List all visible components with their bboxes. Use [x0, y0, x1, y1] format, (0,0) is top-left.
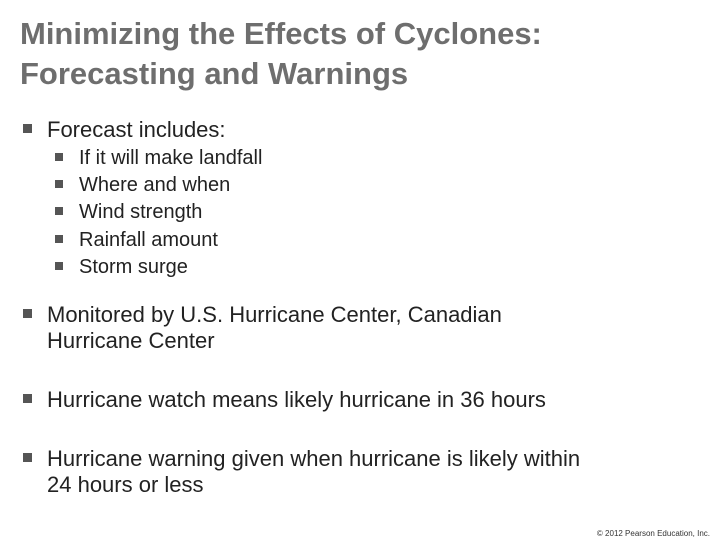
square-bullet-icon: [55, 180, 63, 188]
square-bullet-icon: [23, 394, 32, 403]
sub-bullet-where-when: [55, 172, 230, 199]
slide-title-line-2: Forecasting and Warnings: [20, 56, 409, 91]
slide-title-line-1: Minimizing the Effects of Cyclones:: [20, 16, 542, 51]
square-bullet-icon: [55, 153, 63, 161]
bullet-forecast: [23, 117, 226, 143]
bullet-watch-text: Hurricane watch means likely hurricane in 36 hours: [47, 387, 546, 412]
sub-bullet-text: Storm surge: [79, 256, 188, 278]
bullet-forecast-text: Forecast includes:: [47, 117, 226, 142]
bullet-monitored-line-1: Monitored by U.S. Hurricane Center, Canadian: [47, 302, 502, 327]
square-bullet-icon: [23, 124, 32, 133]
sub-bullet-rainfall: [55, 227, 218, 254]
sub-bullet-text: Rainfall amount: [79, 229, 218, 251]
bullet-monitored-line-2: Hurricane Center: [47, 328, 215, 353]
square-bullet-icon: [23, 309, 32, 318]
bullet-watch: [23, 387, 546, 413]
bullet-warning: [23, 446, 580, 498]
bullet-monitored: [23, 302, 502, 354]
sub-bullet-wind-strength: [55, 199, 202, 226]
bullet-warning-line-1: Hurricane warning given when hurricane is likely within: [47, 446, 581, 471]
sub-bullet-text: Where and when: [79, 174, 231, 196]
sub-bullet-text: Wind strength: [79, 201, 203, 223]
square-bullet-icon: [55, 235, 63, 243]
bullet-warning-text: [47, 446, 580, 498]
sub-bullet-landfall: [55, 145, 262, 172]
square-bullet-icon: [23, 453, 32, 462]
copyright-notice: © 2012 Pearson Education, Inc.: [596, 529, 710, 538]
sub-bullet-storm-surge: [55, 254, 188, 281]
sub-bullet-text: If it will make landfall: [79, 147, 263, 169]
slide-title: [20, 14, 700, 94]
square-bullet-icon: [55, 262, 63, 270]
bullet-monitored-text: [47, 302, 502, 354]
bullet-warning-line-2: 24 hours or less: [47, 472, 204, 497]
square-bullet-icon: [55, 207, 63, 215]
